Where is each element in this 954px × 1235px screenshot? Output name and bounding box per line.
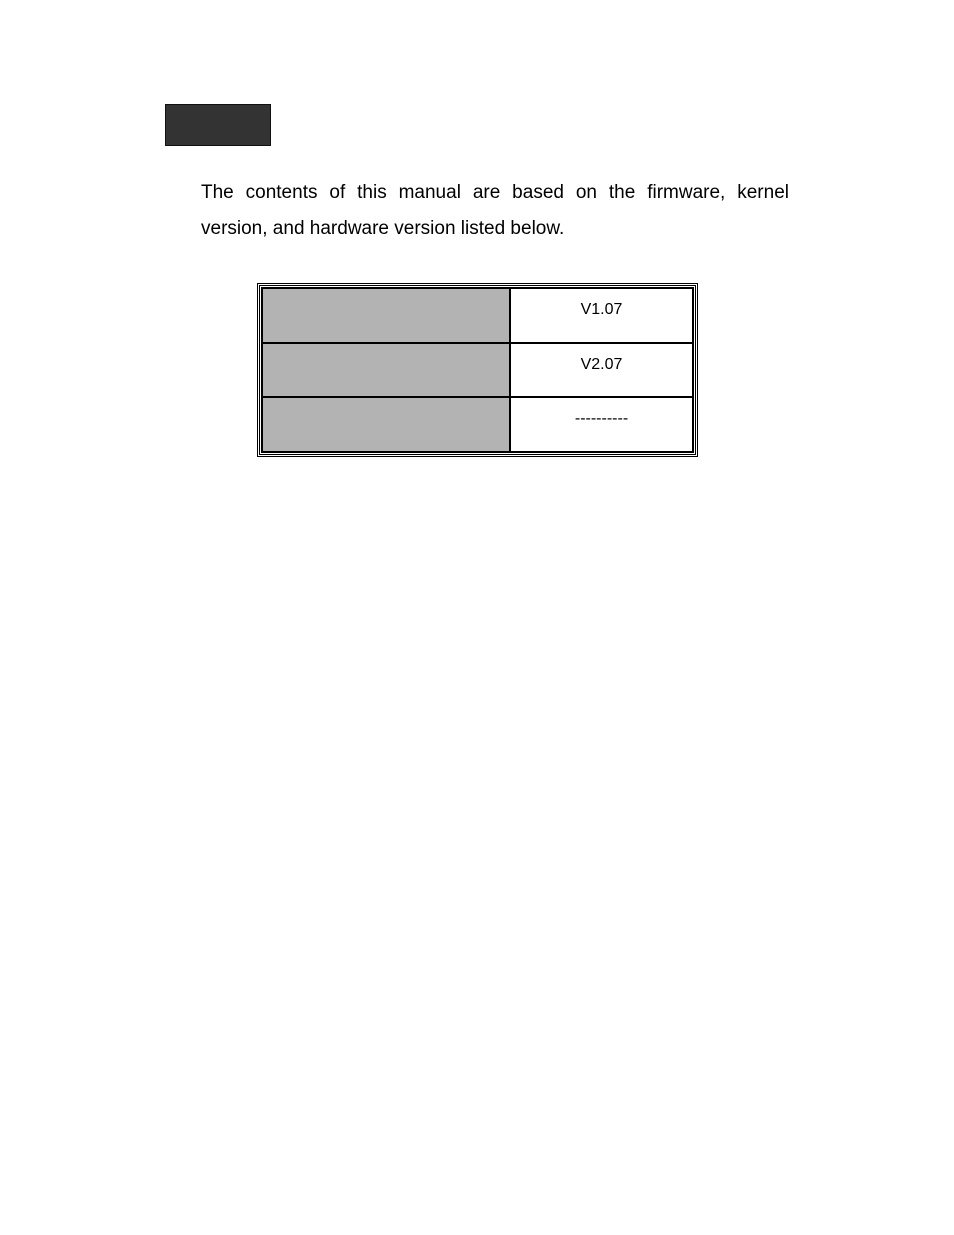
kernel-version-cell: V2.07 [510,343,693,398]
version-table-frame [257,283,698,457]
table-row [262,397,693,452]
hardware-label-cell [262,397,510,452]
firmware-version-cell: V1.07 [510,288,693,343]
section-heading-block [165,104,271,146]
hardware-version-cell: ---------- [510,397,693,452]
kernel-label-cell [262,343,510,398]
table-row [262,288,693,343]
intro-paragraph: The contents of this manual are based on the firmware, kernel version, and hardware version listed below. [201,182,789,239]
version-table [261,287,694,453]
table-row [262,343,693,398]
firmware-label-cell [262,288,510,343]
